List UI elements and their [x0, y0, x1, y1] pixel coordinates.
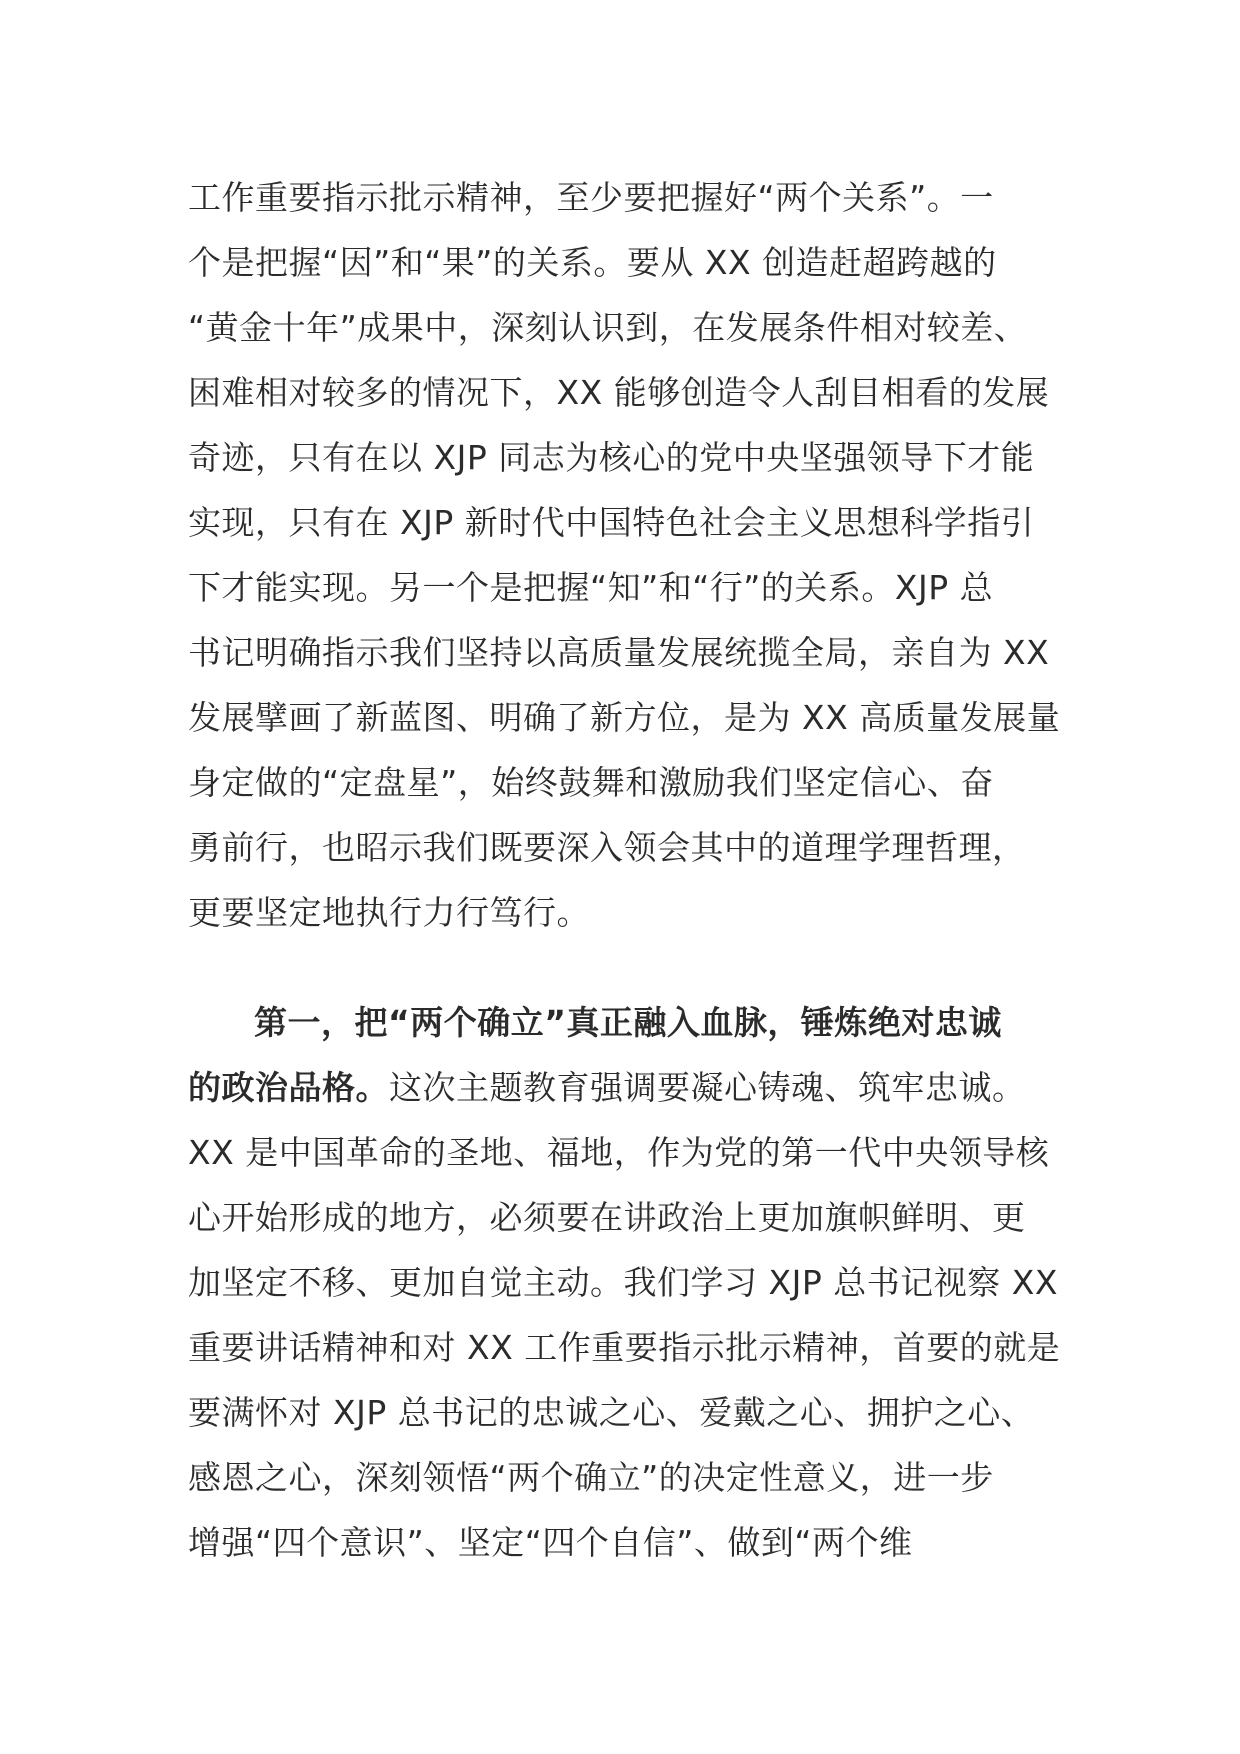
text-line: 重要讲话精神和对 XX 工作重要指示批示精神，首要的就是: [188, 1328, 1061, 1367]
text-line: 发展擘画了新蓝图、明确了新方位，是为 XX 高质量发展量: [188, 698, 1061, 737]
text-line: 实现，只有在 XJP 新时代中国特色社会主义思想科学指引: [188, 503, 1035, 542]
text-line: 更要坚定地执行力行笃行。: [188, 893, 590, 932]
text-line: 加坚定不移、更加自觉主动。我们学习 XJP 总书记视察 XX: [188, 1263, 1058, 1302]
text-line: 感恩之心，深刻领悟“两个确立”的决定性意义，进一步: [188, 1458, 994, 1497]
text-line: 个是把握“因”和“果”的关系。要从 XX 创造赶超跨越的: [188, 243, 997, 282]
text-line: 身定做的“定盘星”，始终鼓舞和激励我们坚定信心、奋: [188, 763, 994, 802]
text-line: 书记明确指示我们坚持以高质量发展统揽全局，亲自为 XX: [188, 633, 1050, 672]
text-line-rest: 这次主题教育强调要凝心铸魂、筑牢忠诚。: [389, 1068, 1026, 1107]
text-line: XX 是中国革命的圣地、福地，作为党的第一代中央领导核: [188, 1133, 1050, 1172]
text-line: [188, 1055, 1068, 1120]
text-line: 奇迹，只有在以 XJP 同志为核心的党中央坚强领导下才能: [188, 438, 1035, 477]
text-line: “黄金十年”成果中，深刻认识到，在发展条件相对较差、: [188, 308, 1028, 347]
paragraph-relations: [188, 165, 1068, 945]
section-heading-end: 的政治品格。: [188, 1068, 389, 1107]
text-line: 困难相对较多的情况下，XX 能够创造令人刮目相看的发展: [188, 373, 1050, 412]
text-line: 心开始形成的地方，必须要在讲政治上更加旗帜鲜明、更: [188, 1198, 1026, 1237]
text-line: 要满怀对 XJP 总书记的忠诚之心、爱戴之心、拥护之心、: [188, 1393, 1035, 1432]
text-line: 工作重要指示批示精神，至少要把握好“两个关系”。一: [188, 178, 994, 217]
paragraph-first-point: [188, 990, 1068, 1575]
text-line: 下才能实现。另一个是把握“知”和“行”的关系。XJP 总: [188, 568, 994, 607]
text-line: 增强“四个意识”、坚定“四个自信”、做到“两个维: [188, 1523, 913, 1562]
text-line: 勇前行，也昭示我们既要深入领会其中的道理学理哲理，: [188, 828, 1026, 867]
section-heading: 第一，把“两个确立”真正融入血脉，锤炼绝对忠诚: [254, 1003, 1002, 1042]
